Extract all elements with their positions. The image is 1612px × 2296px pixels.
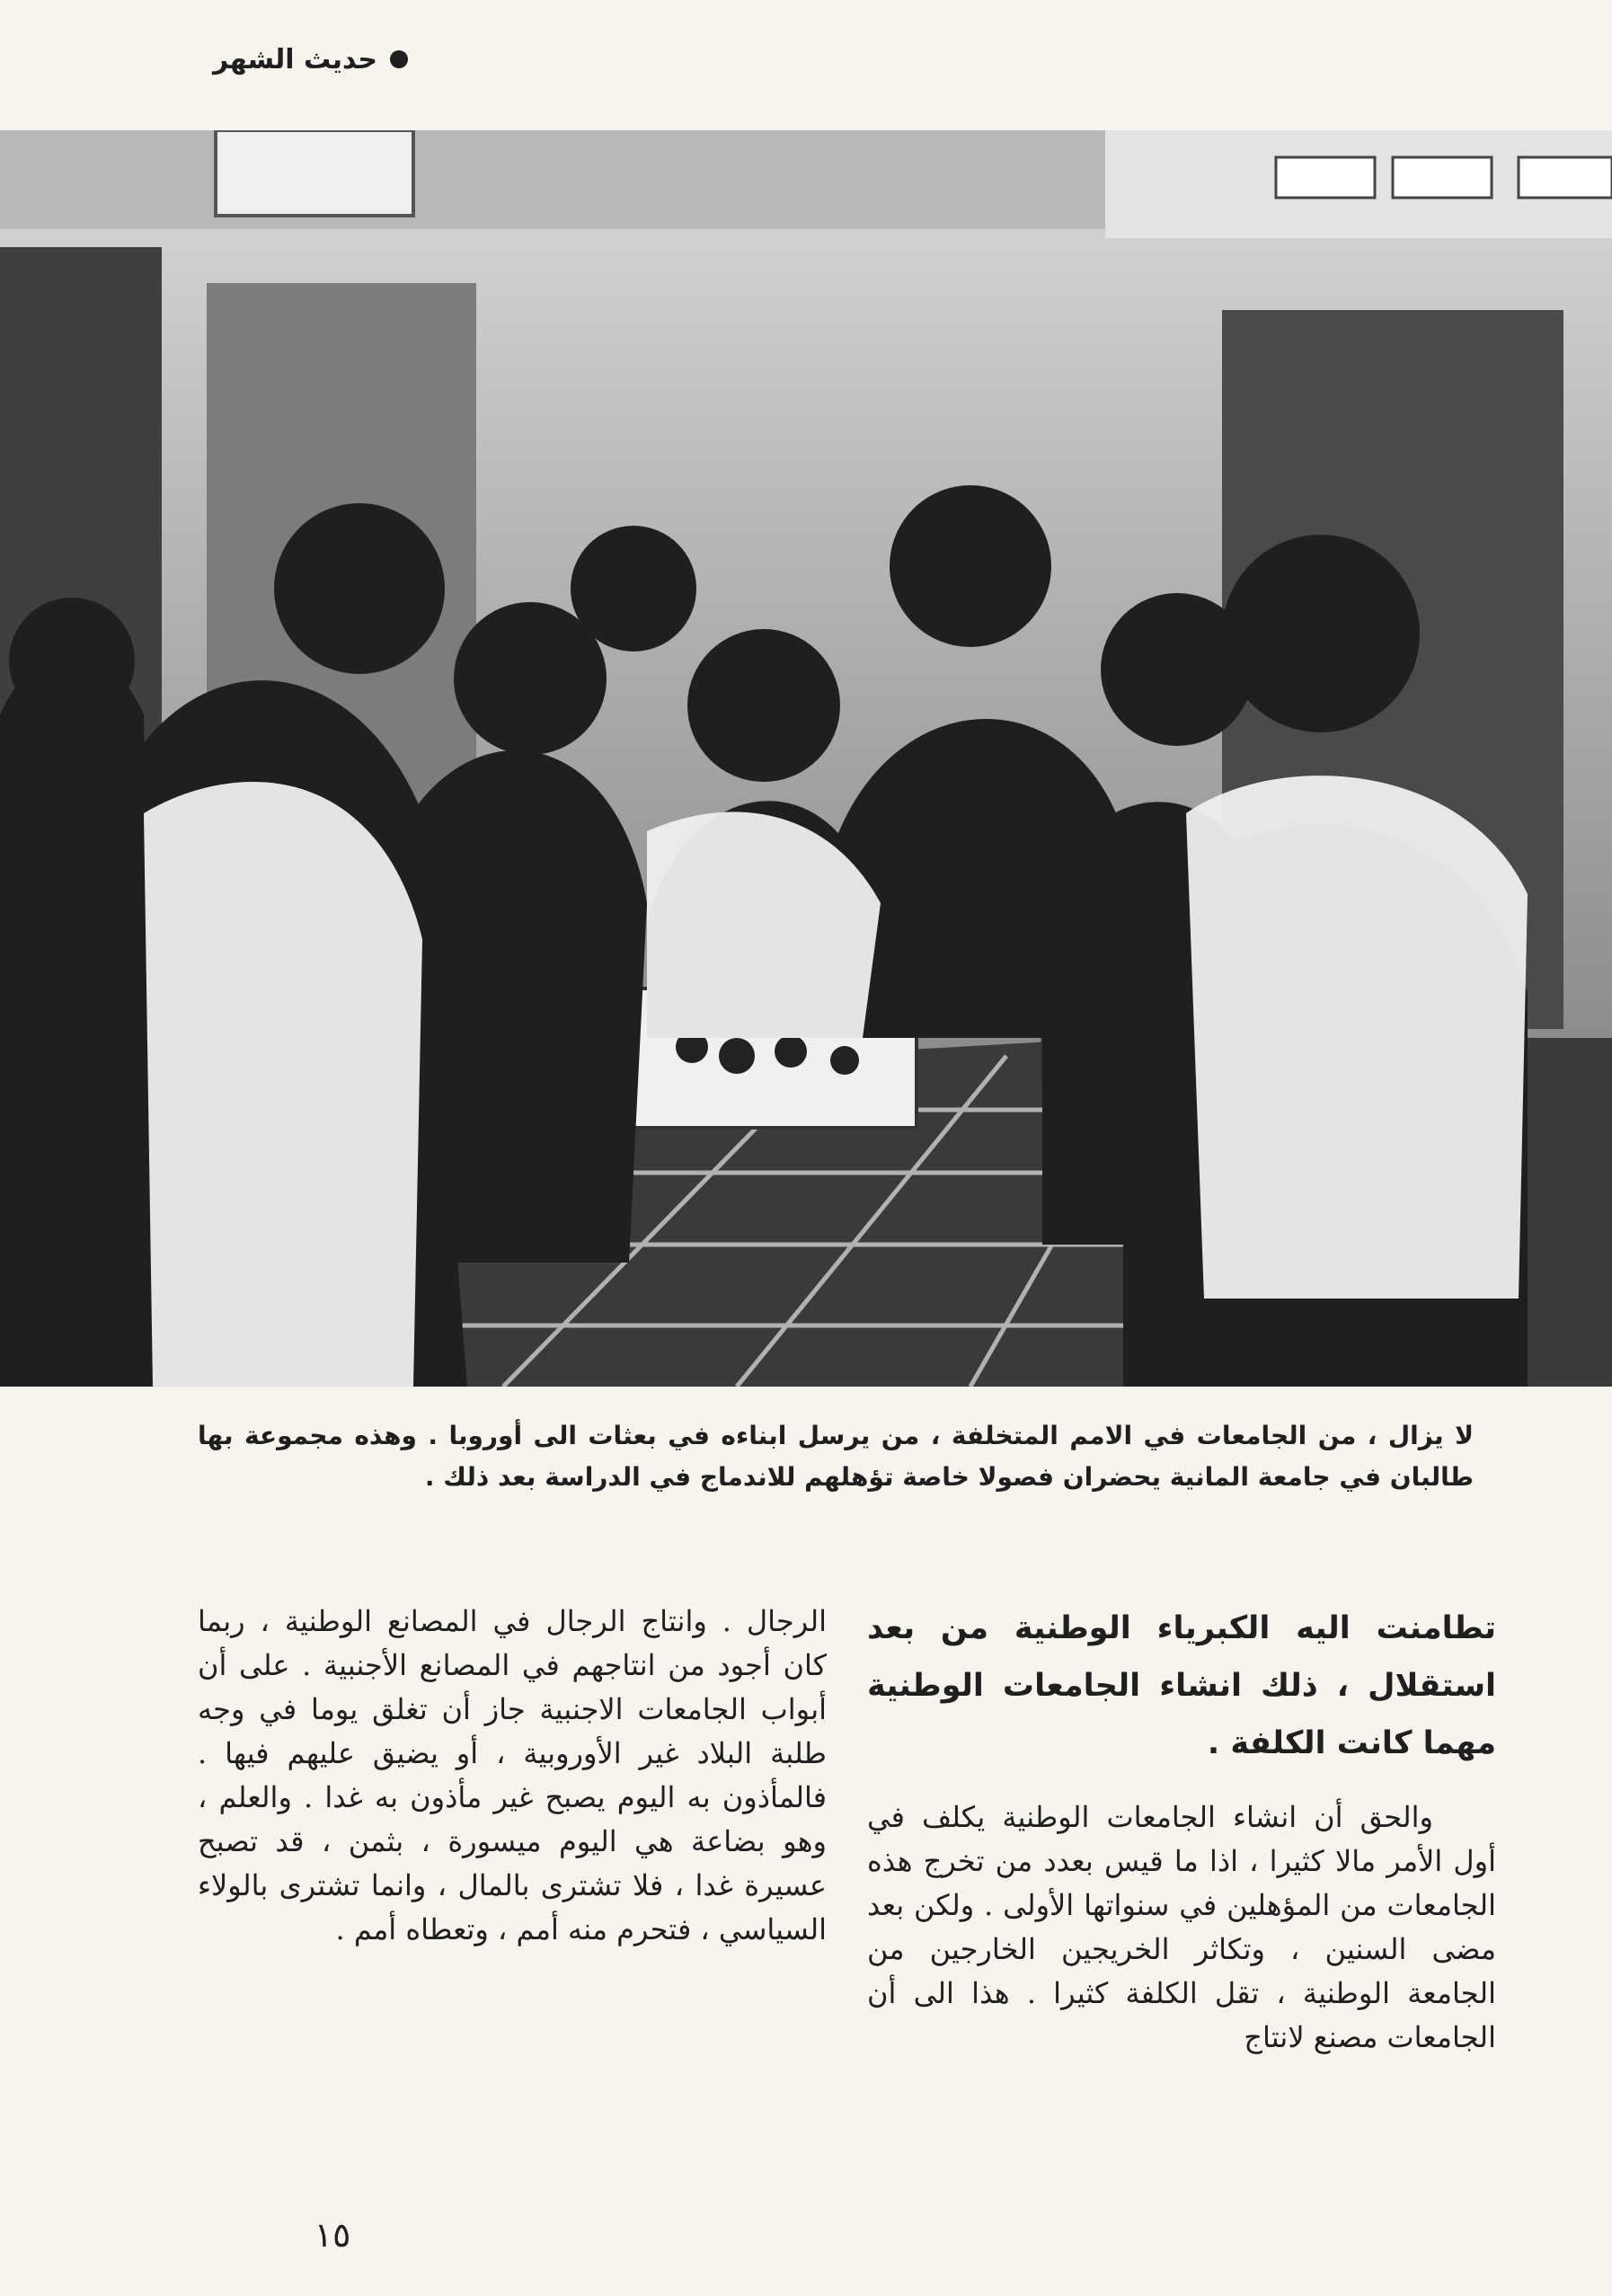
photo-illustration [0,130,1612,1387]
article-paragraph-left: الرجال . وانتاج الرجال في المصانع الوطنية ، ربما كان أجود من انتاجهم في المصانع الأجنبية . على أن أبواب الجامعات الاجنبية جاز أن تغلق يوما في وجه طلبة البلاد غير الأوروبية ، أو يضيق عليهم فيها . فالمأذون به اليوم يصبح غير مأذون به غدا . والعلم ، وهو بضاعة هي اليوم ميسورة ، بثمن ، قد تصبح عسيرة غدا ، فلا تشترى بالمال ، وانما تشترى بالولاء السياسي ، فتحرم منه أمم ، وتعطاه أمم . [198,1604,828,1946]
article-right-column [867,1600,1496,2060]
article-photo [0,130,1612,1387]
section-title: حديث الشهر [213,43,377,75]
section-header [174,32,408,86]
photo-caption: لا يزال ، من الجامعات في الامم المتخلفة ، من يرسل ابناءه في بعثات الى أوروبا . وهذه مجموعة بها طالبان في جامعة المانية يحضران فصولا خاصة تؤهلهم للاندماج في الدراسة بعد ذلك . [198,1421,1474,1492]
bullet-icon [390,50,408,68]
article-paragraph-right: والحق أن انشاء الجامعات الوطنية يكلف في أول الأمر مالا كثيرا ، اذا ما قيس بعدد من تخرج هذه الجامعات من المؤهلين في سنواتها الأولى . ولكن بعد مضى السنين ، وتكاثر الخريجين الخارجين من الجامعة الوطنية ، تقل الكلفة كثيرا . هذا الى أن الجامعات مصنع لانتاج [867,1800,1496,2054]
page-number: ١٥ [314,2215,351,2255]
article-headline: تطامنت اليه الكبرياء الوطنية من بعد استقلال ، ذلك انشاء الجامعات الوطنية مهما كانت الكلفة . [867,1610,1496,1761]
article-left-column [198,1600,827,1952]
